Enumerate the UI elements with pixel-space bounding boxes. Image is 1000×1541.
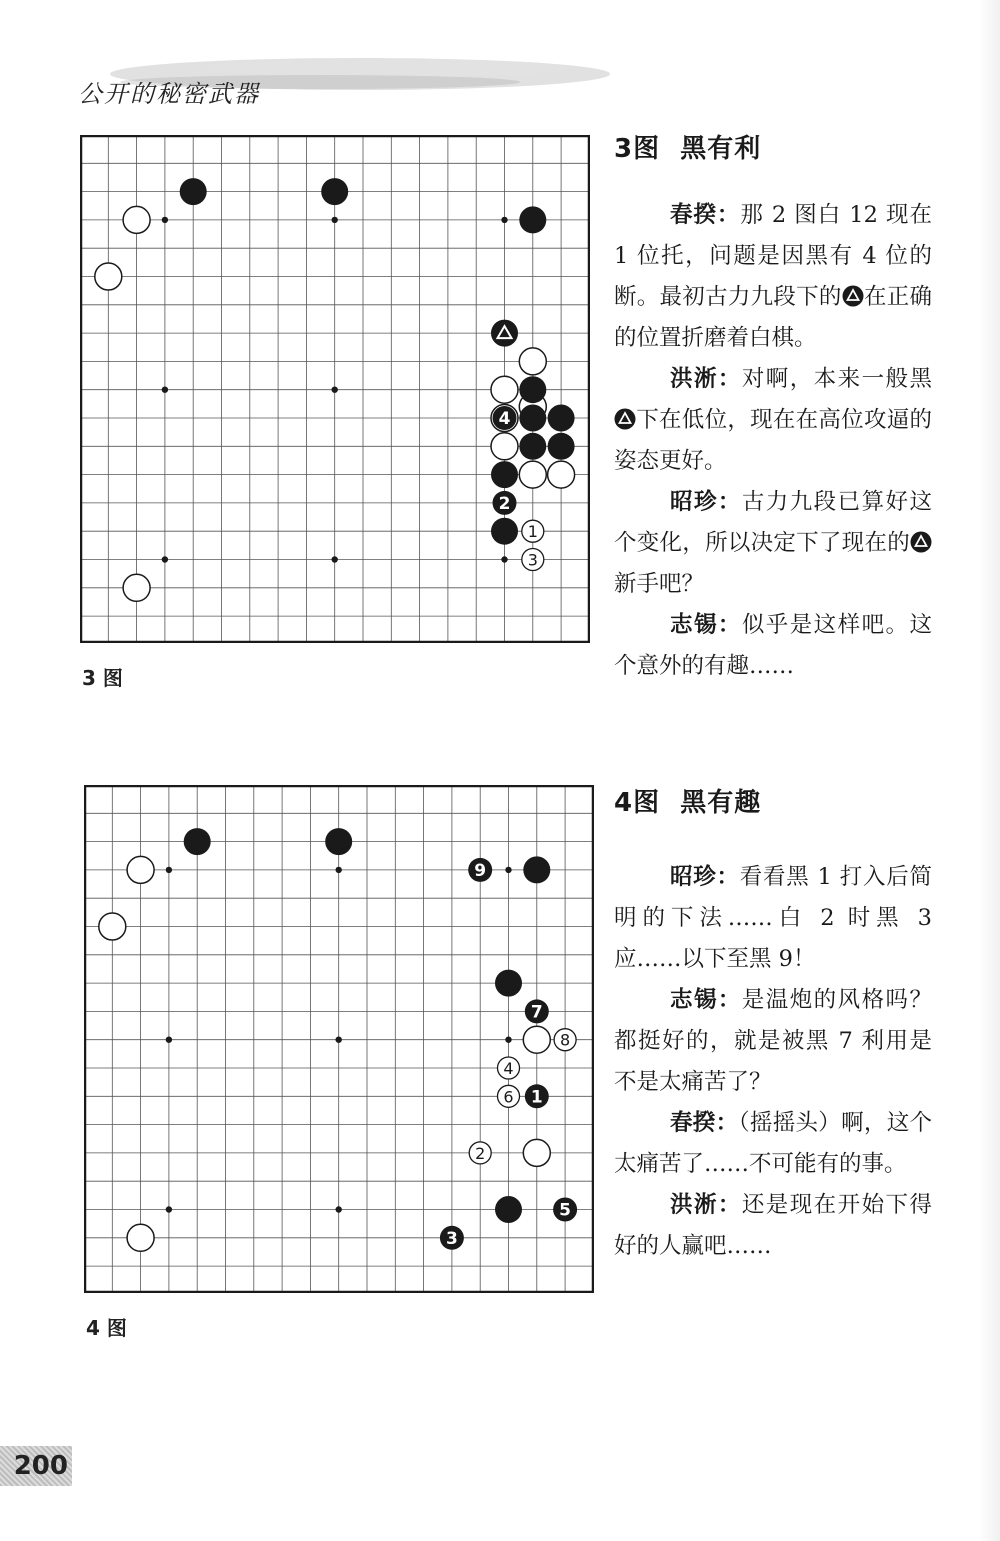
dialogue-text-tail: 在正确的位置折磨着白棋。 xyxy=(614,284,932,351)
black-stone xyxy=(548,433,575,460)
black-stone-triangle xyxy=(491,320,518,347)
go-diagram-3 xyxy=(80,135,590,643)
black-stone xyxy=(495,1196,522,1223)
dialogue-text: 是温炮的风格吗？都挺好的，就是被黑 7 利用是不是太痛苦了？ xyxy=(614,987,932,1095)
star-point xyxy=(336,867,342,873)
diagram-4-caption: 4 图 xyxy=(86,1316,127,1340)
section-4-title: 4图 黑有趣 xyxy=(614,788,762,818)
speaker-name: 洪淅： xyxy=(670,1192,742,1218)
black-stone xyxy=(184,828,211,855)
speaker-name: 春揆： xyxy=(670,1110,739,1136)
star-point xyxy=(332,556,338,562)
dialogue-text: 古力九段已算好这个变化，所以决定下了现在的 xyxy=(614,489,932,556)
star-point xyxy=(162,387,168,393)
move-number: 4 xyxy=(498,409,511,429)
star-point xyxy=(162,217,168,223)
page-number: 200 xyxy=(0,1446,72,1486)
star-point xyxy=(336,1037,342,1043)
dialogue-text-tail: 新手吧？ xyxy=(614,571,705,597)
speaker-name: 昭珍： xyxy=(670,864,740,890)
dialogue-paragraph xyxy=(614,857,932,980)
dialogue-paragraph xyxy=(614,195,932,359)
triangle-stone-icon xyxy=(910,531,932,553)
dialogue-paragraph xyxy=(614,1185,932,1267)
move-number: 1 xyxy=(527,522,538,542)
black-stone xyxy=(491,461,518,488)
black-stone xyxy=(523,856,550,883)
dialogue-text-tail: 下在低位，现在在高位攻逼的姿态更好。 xyxy=(614,407,932,474)
go-diagram-4 xyxy=(84,785,594,1293)
move-number: 6 xyxy=(503,1087,514,1107)
diagram-3-svg xyxy=(80,135,590,643)
move-number: 8 xyxy=(560,1030,571,1050)
dialogue-text: 似乎是这样吧。这个意外的有趣…… xyxy=(614,612,932,679)
move-number: 2 xyxy=(498,493,511,514)
black-stone xyxy=(180,178,207,205)
black-stone xyxy=(519,405,546,432)
white-stone xyxy=(99,913,126,940)
black-stone xyxy=(519,206,546,233)
move-number: 3 xyxy=(445,1228,458,1249)
diagram-4-svg xyxy=(84,785,594,1293)
dialogue-text: 对啊，本来一般黑 xyxy=(741,366,932,392)
white-stone xyxy=(519,461,546,488)
move-number: 3 xyxy=(527,550,538,570)
diagram-3-caption: 3 图 xyxy=(82,666,123,690)
white-stone xyxy=(95,263,122,290)
star-point xyxy=(501,556,507,562)
black-stone xyxy=(519,433,546,460)
star-point xyxy=(332,387,338,393)
move-number: 9 xyxy=(474,860,487,881)
section-3-text xyxy=(614,128,932,687)
speaker-name: 洪淅： xyxy=(670,366,742,392)
page-edge-shadow xyxy=(978,0,1000,1541)
black-stone xyxy=(495,970,522,997)
dialogue-paragraph xyxy=(614,1103,932,1185)
white-stone xyxy=(523,1026,550,1053)
star-point xyxy=(162,556,168,562)
triangle-stone-icon xyxy=(614,408,636,430)
star-point xyxy=(336,1206,342,1212)
dialogue-paragraph xyxy=(614,980,932,1103)
white-stone xyxy=(123,206,150,233)
star-point xyxy=(505,1037,511,1043)
black-stone xyxy=(321,178,348,205)
move-number: 5 xyxy=(559,1200,572,1221)
star-point xyxy=(166,867,172,873)
dialogue-text: 那 2 图白 12 现在 1 位托，问题是因黑有 4 位的断。最初古力九段下的 xyxy=(614,202,932,310)
star-point xyxy=(501,217,507,223)
white-stone xyxy=(491,433,518,460)
speaker-name: 春揆： xyxy=(670,202,741,228)
white-stone xyxy=(127,856,154,883)
move-number: 1 xyxy=(530,1087,543,1108)
star-point xyxy=(332,217,338,223)
dialogue-text: 还是现在开始下得好的人赢吧…… xyxy=(614,1192,932,1259)
white-stone xyxy=(127,1224,154,1251)
black-stone xyxy=(519,376,546,403)
section-4-text xyxy=(614,782,932,1267)
move-number: 2 xyxy=(475,1143,486,1163)
star-point xyxy=(505,867,511,873)
section-3-title: 3图 黑有利 xyxy=(614,134,762,164)
white-stone xyxy=(548,461,575,488)
speaker-name: 志锡： xyxy=(670,987,742,1013)
speaker-name: 昭珍： xyxy=(670,489,742,515)
move-number: 4 xyxy=(503,1059,514,1078)
dialogue-paragraph xyxy=(614,359,932,482)
dialogue-paragraph xyxy=(614,482,932,605)
black-stone xyxy=(491,518,518,545)
black-stone xyxy=(548,405,575,432)
star-point xyxy=(166,1037,172,1043)
black-stone xyxy=(325,828,352,855)
move-number: 7 xyxy=(530,1002,543,1023)
triangle-stone-icon xyxy=(842,285,864,307)
dialogue-text: （摇摇头）啊，这个太痛苦了……不可能有的事。 xyxy=(614,1110,932,1177)
white-stone xyxy=(519,348,546,375)
dialogue-paragraph xyxy=(614,605,932,687)
star-point xyxy=(166,1206,172,1212)
white-stone xyxy=(523,1139,550,1166)
white-stone xyxy=(491,376,518,403)
dialogue-text: 看看黑 1 打入后简明的下法……白 2 时黑 3 应……以下至黑 9！ xyxy=(614,864,932,972)
speaker-name: 志锡： xyxy=(670,612,742,638)
running-head: 公开的秘密武器 xyxy=(78,80,260,108)
white-stone xyxy=(123,574,150,601)
